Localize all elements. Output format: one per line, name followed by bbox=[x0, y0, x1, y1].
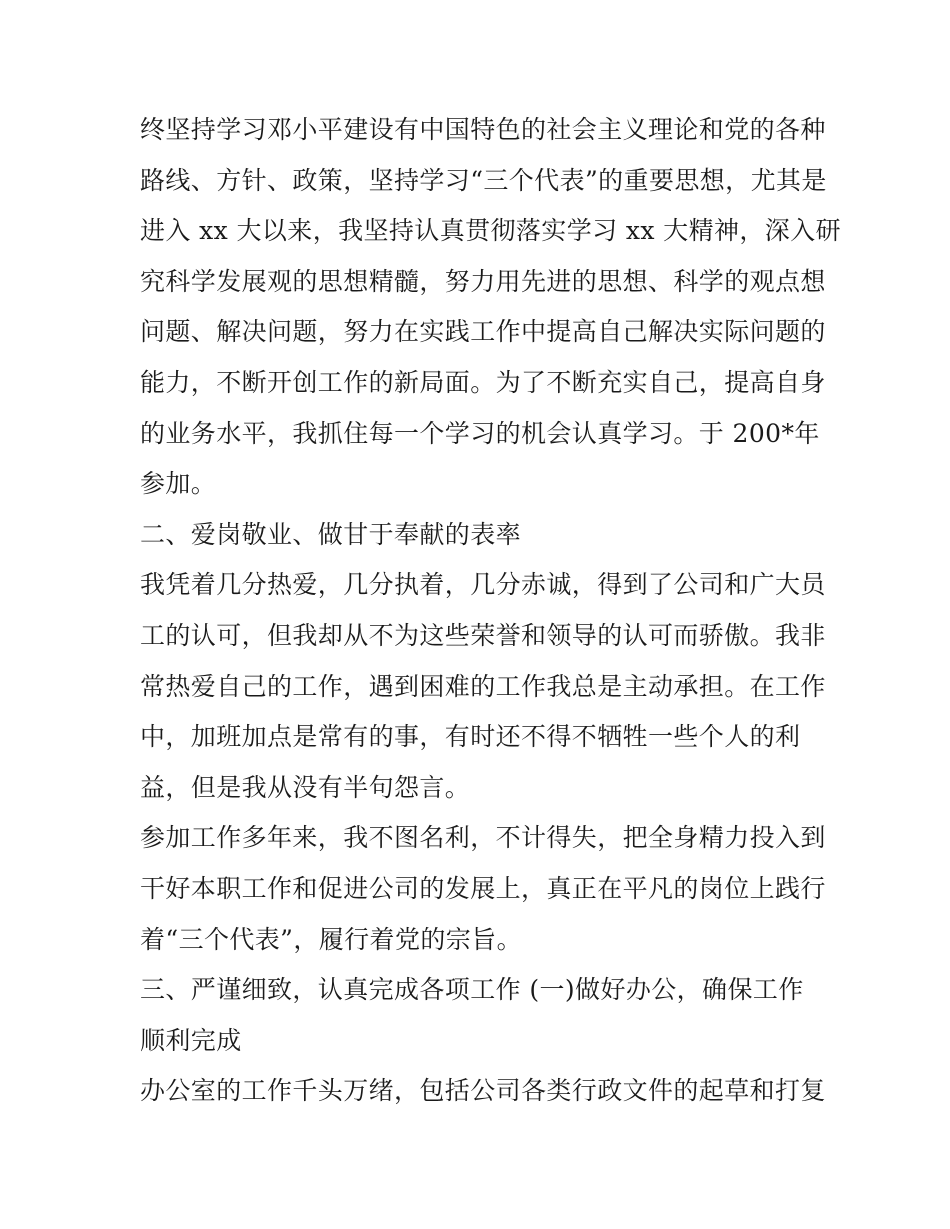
text-line: 终坚持学习邓小平建设有中国特色的社会主义理论和党的各种 bbox=[140, 115, 826, 144]
text-line: 益，但是我从没有半句怨言。 bbox=[140, 772, 471, 802]
text-line: 的业务水平，我抓住每一个学习的机会认真学习。于 200*年 bbox=[140, 418, 820, 448]
text-line: 工的认可，但我却从不为这些荣誉和领导的认可而骄傲。我非 bbox=[140, 620, 826, 650]
text-line: 路线、方针、政策，坚持学习“三个代表”的重要思想，尤其是 bbox=[140, 165, 827, 195]
text-line: 干好本职工作和促进公司的发展上，真正在平凡的岗位上践行 bbox=[140, 873, 826, 903]
text-line: 究科学发展观的思想精髓，努力用先进的思想、科学的观点想 bbox=[140, 266, 826, 296]
text-line: 参加工作多年来，我不图名利，不计得失，把全身精力投入到 bbox=[140, 823, 826, 853]
text-line: 问题、解决问题，努力在实践工作中提高自己解决实际问题的 bbox=[140, 317, 826, 347]
text-line: 着“三个代表”，履行着党的宗旨。 bbox=[140, 924, 522, 954]
text-line: 常热爱自己的工作，遇到困难的工作我总是主动承担。在工作 bbox=[140, 671, 826, 701]
text-line: 中，加班加点是常有的事，有时还不得不牺牲一些个人的利 bbox=[140, 722, 801, 752]
text-line: 我凭着几分热爱，几分执着，几分赤诚，得到了公司和广大员 bbox=[140, 570, 826, 600]
text-line: 办公室的工作千头万绪，包括公司各类行政文件的起草和打复 bbox=[140, 1076, 826, 1106]
section-heading: 三、严谨细致，认真完成各项工作 (一)做好办公，确保工作 bbox=[140, 975, 804, 1005]
document-body bbox=[140, 105, 841, 1117]
text-line: 进入 xx 大以来，我坚持认真贯彻落实学习 xx 大精神，深入研 bbox=[140, 216, 841, 246]
section-heading-continued: 顺利完成 bbox=[140, 1025, 242, 1055]
text-line: 参加。 bbox=[140, 469, 217, 499]
text-line: 能力，不断开创工作的新局面。为了不断充实自己，提高自身 bbox=[140, 367, 826, 397]
section-heading: 二、爱岗敬业、做甘于奉献的表率 bbox=[140, 519, 522, 549]
